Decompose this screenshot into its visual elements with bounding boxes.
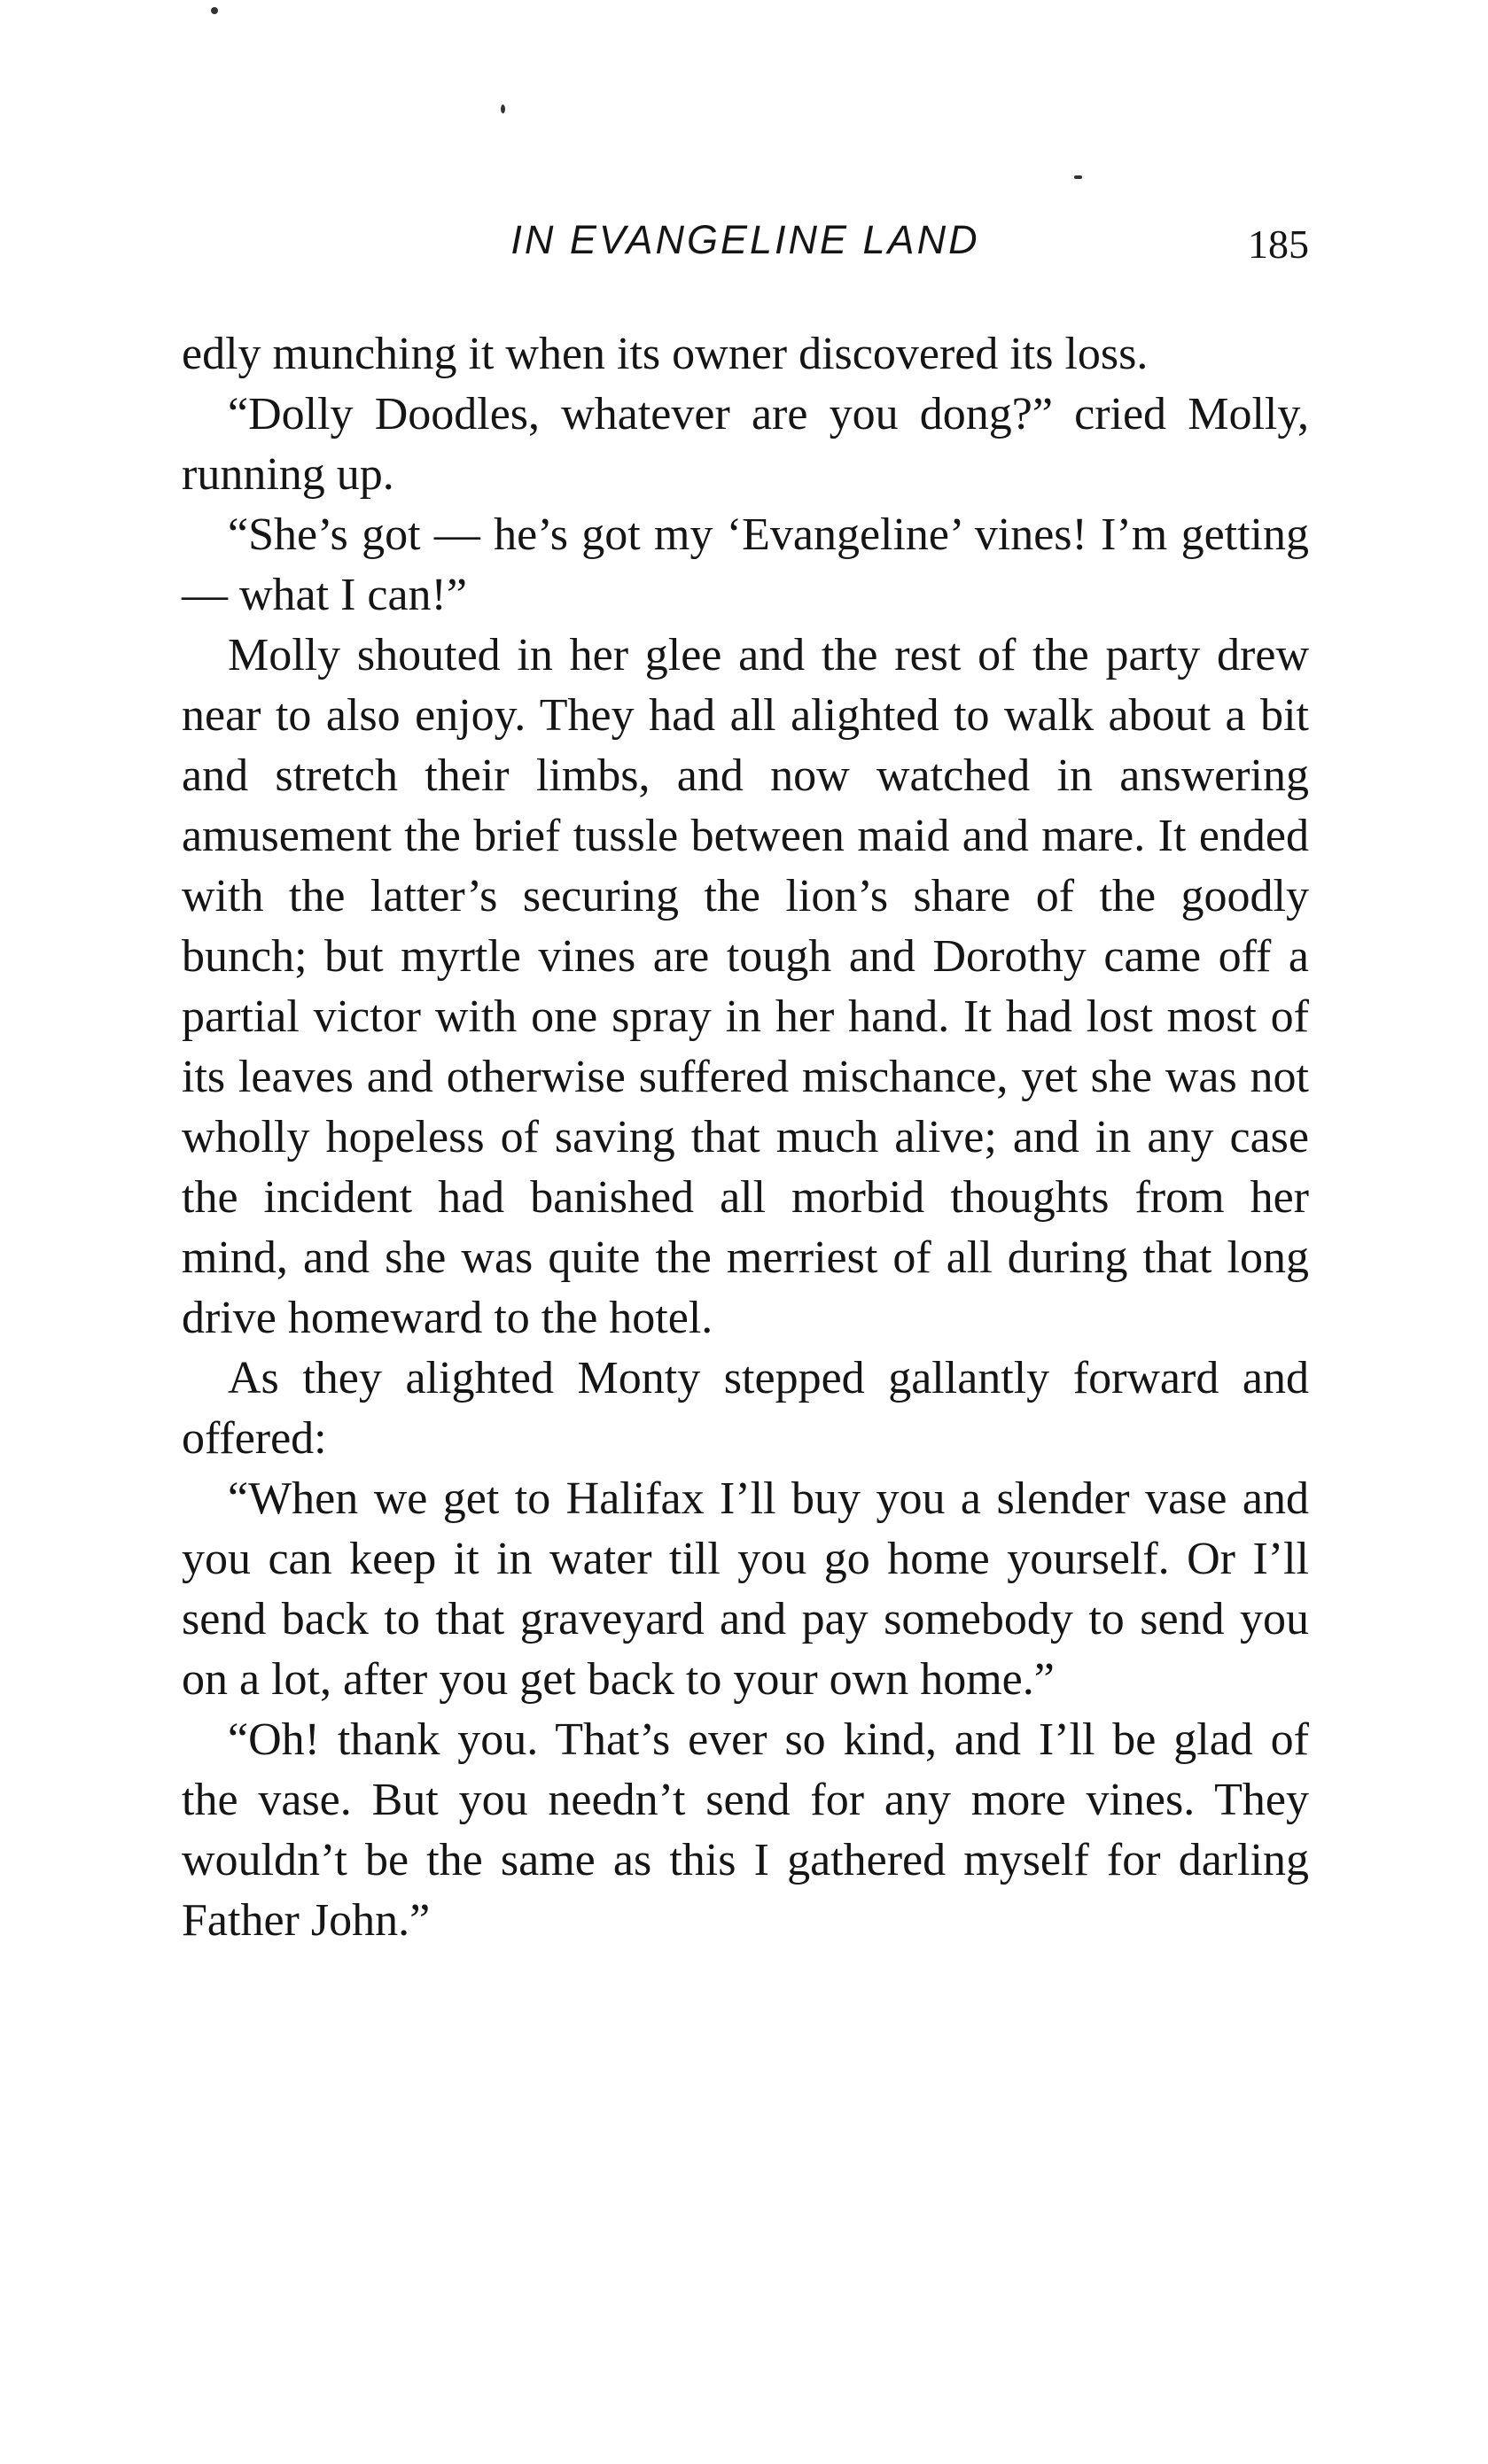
paragraph: “Oh! thank you. That’s ever so kind, and I’ll be glad of the vase. But you needn’t send for any more vines. They wouldn’t be the same as this I gathered myself for darling Father John.” [182, 1714, 1309, 1946]
paragraph: “Dolly Doodles, whatever are you dong?” cried Molly, running up. [182, 389, 1309, 500]
print-speck [211, 7, 218, 14]
running-head: IN EVANGELINE LAND [510, 217, 980, 262]
paragraph: “She’s got — he’s got my ‘Evangeline’ vines! I’m getting — what I can!” [182, 509, 1309, 620]
paragraph: edly munching it when its owner discovered its loss. [182, 329, 1149, 379]
body-text [182, 324, 1309, 1951]
page-number: 185 [1248, 222, 1309, 267]
page-header [182, 217, 1309, 279]
print-speck [501, 105, 505, 113]
paragraph: As they alighted Monty stepped gallantly forward and offered: [182, 1353, 1309, 1464]
print-speck [1074, 175, 1082, 179]
paragraph: Molly shouted in her glee and the rest of the party drew near to also enjoy. They had all alighted to walk about a bit and stretch their limbs, and now watched in answering amusement the brief tussle between maid and mare. It ended with the latter’s securing the lion’s share of the goodly bunch; but myrtle vines are tough and Dorothy came off a partial victor with one spray in her hand. It had lost most of its leaves and otherwise suffered mischance, yet she was not wholly hopeless of saving that much alive; and in any case the incident had banished all morbid thoughts from her mind, and she was quite the merriest of all during that long drive homeward to the hotel. [182, 630, 1309, 1343]
paragraph: “When we get to Halifax I’ll buy you a slender vase and you can keep it in water till you go home yourself. Or I’ll send back to that graveyard and pay somebody to send you on a lot, after you get back to your own home.” [182, 1473, 1309, 1705]
